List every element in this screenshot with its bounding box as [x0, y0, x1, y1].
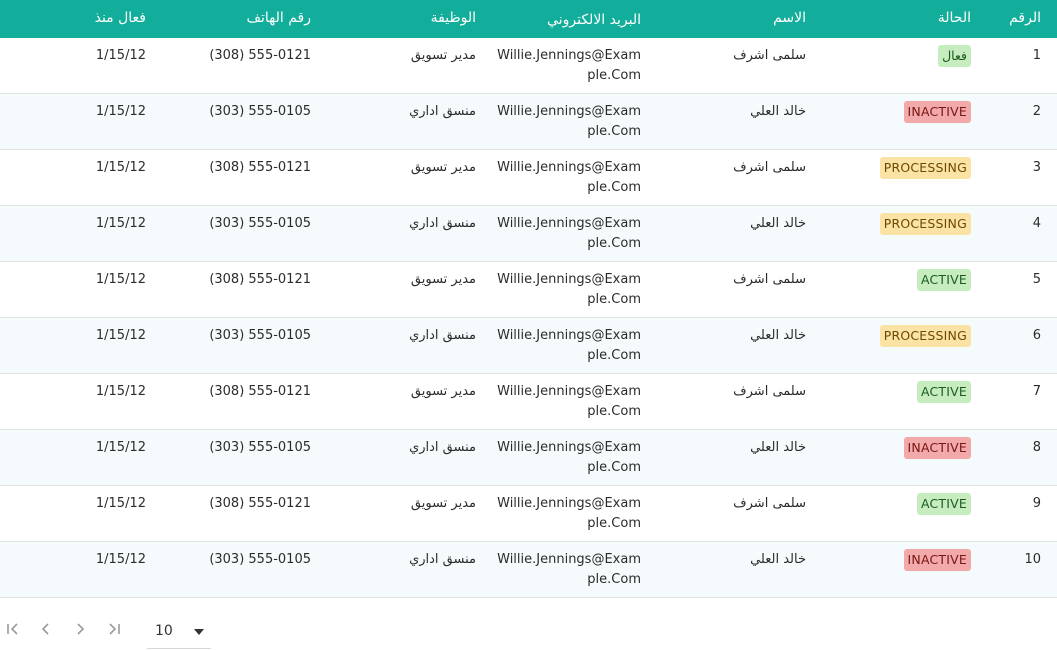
last-page-button[interactable] — [103, 618, 125, 640]
job-cell: مدير تسويق — [410, 48, 476, 63]
page-size-value: 10 — [155, 623, 173, 639]
status-badge: ACTIVE — [917, 493, 971, 515]
name-cell: سلمى اشرف — [733, 48, 806, 63]
status-badge: INACTIVE — [904, 549, 971, 571]
header-email[interactable]: البريد الالكتروني — [547, 12, 641, 28]
last-page-icon — [103, 618, 125, 640]
active-since-cell: 1/15/12 — [95, 328, 146, 343]
email-cell: Willie.Jennings@Example.Com — [497, 160, 641, 195]
job-cell: منسق اداري — [409, 440, 476, 455]
email-cell: Willie.Jennings@Example.Com — [497, 104, 641, 139]
row-num: 7 — [1032, 384, 1041, 399]
header-status[interactable]: الحالة — [937, 10, 971, 26]
table-row[interactable] — [0, 486, 1057, 542]
status-badge: INACTIVE — [904, 101, 971, 123]
active-since-cell: 1/15/12 — [95, 48, 146, 63]
status-badge: INACTIVE — [904, 437, 971, 459]
active-since-cell: 1/15/12 — [95, 160, 146, 175]
next-page-button[interactable] — [69, 618, 91, 640]
status-badge: ACTIVE — [917, 269, 971, 291]
header-phone[interactable]: رقم الهاتف — [246, 10, 311, 26]
name-cell: سلمى اشرف — [733, 496, 806, 511]
row-num: 5 — [1032, 272, 1041, 287]
status-badge: PROCESSING — [880, 325, 971, 347]
name-cell: خالد العلي — [750, 552, 806, 567]
email-cell: Willie.Jennings@Example.Com — [497, 328, 641, 363]
email-cell: Willie.Jennings@Example.Com — [497, 440, 641, 475]
dropdown-caret-icon — [193, 627, 205, 637]
prev-page-icon — [35, 618, 57, 640]
header-job[interactable]: الوظيفة — [430, 10, 476, 26]
row-num: 10 — [1024, 552, 1041, 567]
job-cell: مدير تسويق — [410, 272, 476, 287]
active-since-cell: 1/15/12 — [95, 272, 146, 287]
table-row[interactable] — [0, 38, 1057, 94]
row-num: 1 — [1032, 48, 1041, 63]
job-cell: منسق اداري — [409, 328, 476, 343]
table-body — [0, 38, 1057, 598]
pager — [0, 598, 1057, 650]
status-badge: PROCESSING — [880, 157, 971, 179]
first-page-icon — [2, 618, 24, 640]
status-badge: فعال — [938, 45, 971, 67]
prev-page-button[interactable] — [35, 618, 57, 640]
table-row[interactable] — [0, 430, 1057, 486]
first-page-button[interactable] — [2, 618, 24, 640]
status-cell — [831, 213, 971, 235]
active-since-cell: 1/15/12 — [95, 104, 146, 119]
status-cell — [831, 493, 971, 515]
phone-cell: (308) 555-0121 — [209, 496, 311, 511]
job-cell: منسق اداري — [409, 552, 476, 567]
active-since-cell: 1/15/12 — [95, 216, 146, 231]
phone-cell: (308) 555-0121 — [209, 272, 311, 287]
active-since-cell: 1/15/12 — [95, 384, 146, 399]
status-cell — [831, 101, 971, 123]
email-cell: Willie.Jennings@Example.Com — [497, 496, 641, 531]
row-num: 8 — [1032, 440, 1041, 455]
next-page-icon — [69, 618, 91, 640]
header-since[interactable]: فعال منذ — [94, 10, 146, 26]
header-num[interactable]: الرقم — [1009, 10, 1041, 26]
phone-cell: (308) 555-0121 — [209, 384, 311, 399]
phone-cell: (303) 555-0105 — [209, 216, 311, 231]
status-cell — [831, 157, 971, 179]
header-name[interactable]: الاسم — [773, 10, 806, 26]
name-cell: سلمى اشرف — [733, 384, 806, 399]
job-cell: مدير تسويق — [410, 384, 476, 399]
table-header — [0, 0, 1057, 38]
phone-cell: (303) 555-0105 — [209, 440, 311, 455]
table-row[interactable] — [0, 206, 1057, 262]
row-num: 4 — [1032, 216, 1041, 231]
active-since-cell: 1/15/12 — [95, 552, 146, 567]
name-cell: خالد العلي — [750, 440, 806, 455]
active-since-cell: 1/15/12 — [95, 496, 146, 511]
status-cell — [831, 325, 971, 347]
job-cell: مدير تسويق — [410, 160, 476, 175]
table-row[interactable] — [0, 94, 1057, 150]
job-cell: منسق اداري — [409, 216, 476, 231]
email-cell: Willie.Jennings@Example.Com — [497, 48, 641, 83]
email-cell: Willie.Jennings@Example.Com — [497, 216, 641, 251]
status-cell — [831, 549, 971, 571]
job-cell: منسق اداري — [409, 104, 476, 119]
name-cell: خالد العلي — [750, 216, 806, 231]
table-row[interactable] — [0, 150, 1057, 206]
job-cell: مدير تسويق — [410, 496, 476, 511]
phone-cell: (303) 555-0105 — [209, 104, 311, 119]
status-badge: ACTIVE — [917, 381, 971, 403]
status-badge: PROCESSING — [880, 213, 971, 235]
active-since-cell: 1/15/12 — [95, 440, 146, 455]
row-num: 3 — [1032, 160, 1041, 175]
table-row[interactable] — [0, 374, 1057, 430]
table-row[interactable] — [0, 542, 1057, 598]
phone-cell: (308) 555-0121 — [209, 160, 311, 175]
phone-cell: (303) 555-0105 — [209, 328, 311, 343]
status-cell — [831, 437, 971, 459]
table-row[interactable] — [0, 318, 1057, 374]
status-cell — [831, 381, 971, 403]
name-cell: سلمى اشرف — [733, 272, 806, 287]
name-cell: خالد العلي — [750, 328, 806, 343]
email-cell: Willie.Jennings@Example.Com — [497, 552, 641, 587]
page-size-select[interactable] — [147, 618, 211, 649]
status-cell — [831, 269, 971, 291]
phone-cell: (303) 555-0105 — [209, 552, 311, 567]
table-row[interactable] — [0, 262, 1057, 318]
email-cell: Willie.Jennings@Example.Com — [497, 384, 641, 419]
name-cell: سلمى اشرف — [733, 160, 806, 175]
row-num: 2 — [1032, 104, 1041, 119]
row-num: 6 — [1032, 328, 1041, 343]
name-cell: خالد العلي — [750, 104, 806, 119]
row-num: 9 — [1032, 496, 1041, 511]
status-cell — [831, 45, 971, 67]
email-cell: Willie.Jennings@Example.Com — [497, 272, 641, 307]
phone-cell: (308) 555-0121 — [209, 48, 311, 63]
